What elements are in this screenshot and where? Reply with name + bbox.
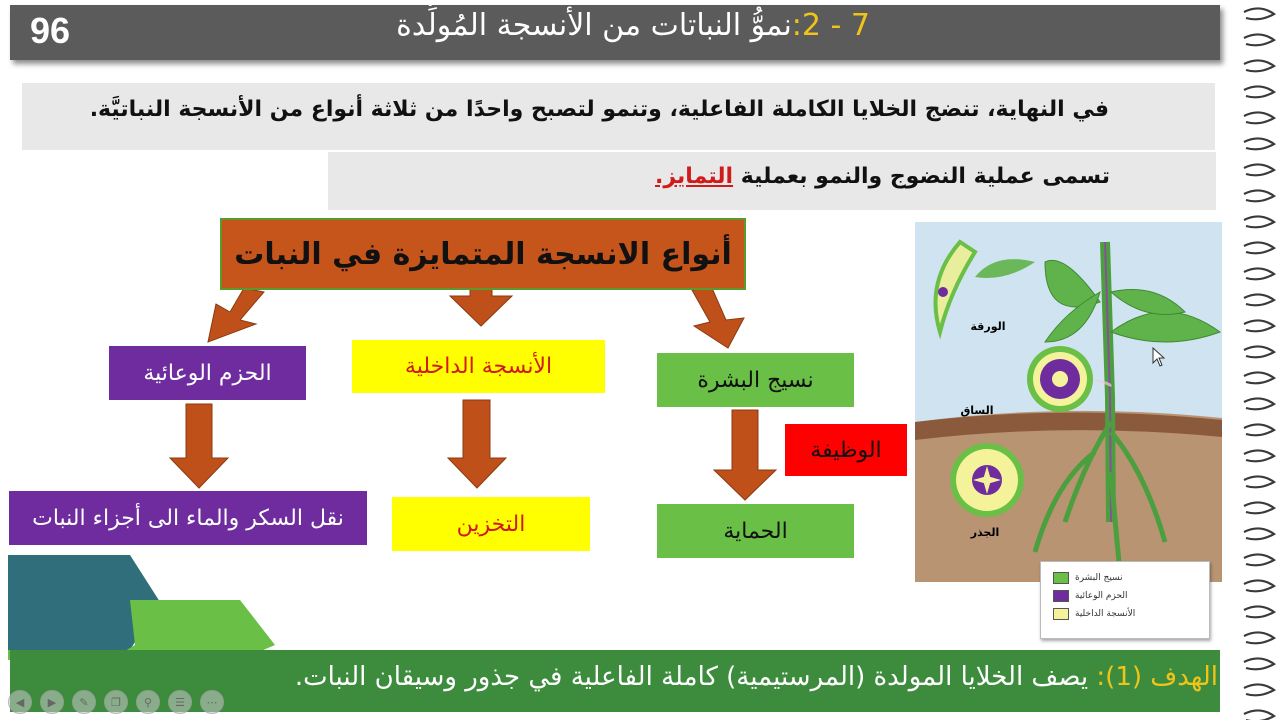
function-protection: الحماية (657, 504, 854, 558)
arrow-header-to-vascular (208, 288, 264, 342)
spiral-loop (1244, 34, 1274, 45)
legend-swatch-green (1053, 572, 1069, 584)
definition-prefix: تسمى عملية النضوج والنمو بعملية (740, 164, 1110, 189)
differentiation-term: التمايز. (655, 164, 734, 189)
definition-text (655, 164, 1110, 189)
function-transport: نقل السكر والماء الى أجزاء النبات (9, 491, 367, 545)
arrow-ground-down (448, 400, 506, 488)
function-storage: التخزين (392, 497, 590, 551)
spiral-loop (1244, 190, 1274, 201)
plant-illustration (915, 222, 1222, 582)
spiral-loop (1244, 398, 1274, 409)
goal-text: يصف الخلايا المولدة (المرستيمية) كاملة الفاعلية في جذور وسيقان النبات. (294, 662, 1089, 692)
spiral-loop (1244, 138, 1274, 149)
title-text: نموُّ النباتات من الأنسجة المُولِّدة (396, 8, 792, 43)
plant-drawing (915, 222, 1222, 582)
tissue-vascular: الحزم الوعائية (109, 346, 306, 400)
label-leaf: الورقة (970, 320, 1006, 333)
spiral-loop (1244, 580, 1274, 591)
arrow-header-to-epidermis (692, 288, 744, 348)
goal-label: الهدف (1): (1096, 662, 1218, 692)
legend-label-vascular: الحزم الوعائية (1075, 591, 1128, 601)
back-icon[interactable]: ◀ (8, 690, 32, 714)
legend-swatch-yellow (1053, 608, 1069, 620)
spiral-loop (1244, 684, 1274, 695)
spiral-loop (1244, 606, 1274, 617)
spiral-loop (1244, 554, 1274, 565)
zoom-icon[interactable]: ⚲ (136, 690, 160, 714)
legend-swatch-purple (1053, 590, 1069, 602)
forward-icon[interactable]: ▶ (40, 690, 64, 714)
legend-item-vascular (1053, 590, 1128, 602)
legend-label-epidermis: نسيج البشرة (1075, 573, 1123, 583)
decorative-shapes (0, 550, 300, 660)
label-root: الجذر (970, 526, 1000, 539)
spiral-loop (1244, 320, 1274, 331)
legend-label-ground: الأنسجة الداخلية (1075, 609, 1136, 619)
presentation-nav (8, 690, 224, 714)
arrow-header-to-ground (450, 288, 512, 326)
more-icon[interactable]: ⋯ (200, 690, 224, 714)
spiral-loop (1244, 242, 1274, 253)
spiral-loop (1244, 476, 1274, 487)
spiral-loop (1244, 424, 1274, 435)
arrow-vascular-down (170, 404, 228, 488)
spiral-loop (1244, 8, 1274, 19)
spiral-loop (1244, 346, 1274, 357)
tissue-epidermis: نسيج البشرة (657, 353, 854, 407)
intro-text: في النهاية، تنضج الخلايا الكاملة الفاعلية، وتنمو لتصبح واحدًا من ثلاثة أنواع من الأنسجة النباتيَّة. (89, 97, 1109, 122)
legend-item-epidermis (1053, 572, 1123, 584)
intro-line (22, 83, 1215, 150)
spiral-loop (1244, 164, 1274, 175)
spiral-loop (1244, 632, 1274, 643)
spiral-loop (1244, 710, 1274, 720)
illustration-legend (1040, 561, 1210, 639)
label-stem: الساق (960, 404, 994, 417)
goal-statement (295, 662, 1218, 692)
mouse-cursor-icon (1152, 347, 1166, 367)
spiral-loop (1244, 528, 1274, 539)
title-number: 7 - 2: (791, 8, 870, 43)
spiral-loop (1244, 372, 1274, 383)
arrow-epidermis-down (714, 410, 776, 500)
menu-icon[interactable]: ☰ (168, 690, 192, 714)
pen-icon[interactable]: ✎ (72, 690, 96, 714)
diagram-header: أنواع الانسجة المتمايزة في النبات (220, 218, 746, 290)
definition-line (328, 152, 1216, 210)
spiral-loop (1244, 450, 1274, 461)
spiral-loop (1244, 60, 1274, 71)
spiral-loop (1244, 268, 1274, 279)
spiral-loop (1244, 658, 1274, 669)
slide-title (396, 8, 870, 43)
spiral-binding (1240, 0, 1280, 720)
spiral-loop (1244, 502, 1274, 513)
spiral-loop (1244, 112, 1274, 123)
copy-icon[interactable]: ❐ (104, 690, 128, 714)
tissue-ground: الأنسجة الداخلية (352, 340, 605, 393)
spiral-loop (1244, 216, 1274, 227)
legend-item-ground (1053, 608, 1135, 620)
function-label: الوظيفة (785, 424, 907, 476)
page-number: 96 (30, 10, 71, 51)
spiral-loop (1244, 294, 1274, 305)
spiral-loop (1244, 86, 1274, 97)
